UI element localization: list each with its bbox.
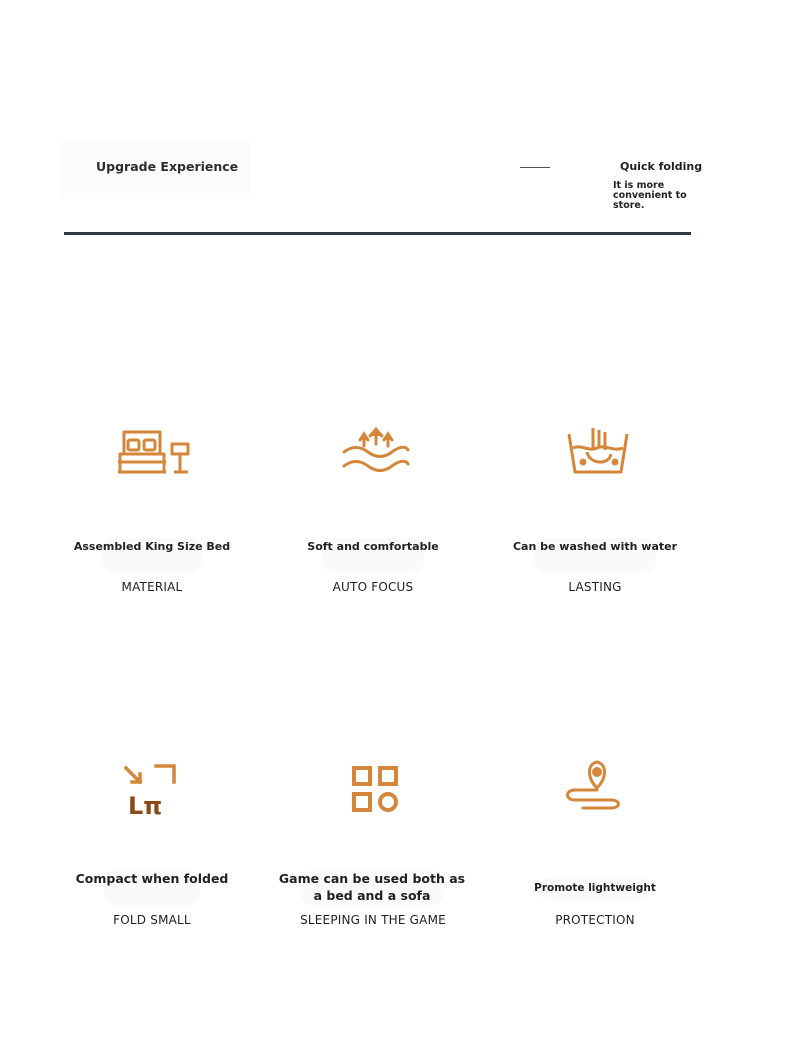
feature-title: Game can be used both as a bed and a sofa <box>278 871 466 903</box>
section-label-text: Upgrade Experience <box>96 159 239 174</box>
bed-nightstand-icon <box>112 422 192 482</box>
soft-waves-arrows-icon <box>336 422 416 482</box>
compact-fold-arrows-icon <box>112 758 192 818</box>
feature-subtitle: AUTO FOCUS <box>332 580 414 594</box>
feature-subtitle: MATERIAL <box>121 580 183 594</box>
location-path-icon <box>559 758 639 818</box>
feature-subtitle: LASTING <box>568 580 622 594</box>
feature-subtitle: SLEEPING IN THE GAME <box>300 913 446 927</box>
hand-wash-icon <box>559 422 639 482</box>
feature-title: Can be washed with water <box>512 540 678 553</box>
feature-title: Compact when folded <box>75 871 229 886</box>
main-divider <box>64 232 691 235</box>
grid-squares-icon <box>336 758 416 818</box>
feature-title: Soft and comfortable <box>307 540 439 553</box>
feature-description: It is more convenient to store. <box>613 180 687 211</box>
feature-heading: Quick folding <box>620 160 703 173</box>
feature-title: Assembled King Size Bed <box>73 540 231 553</box>
svg-text:Lπ: Lπ <box>128 792 163 818</box>
feature-subtitle: PROTECTION <box>555 913 635 927</box>
feature-title: Promote lightweight <box>534 882 656 894</box>
short-divider <box>520 167 550 168</box>
feature-subtitle: FOLD SMALL <box>113 913 191 927</box>
section-label <box>60 140 250 198</box>
